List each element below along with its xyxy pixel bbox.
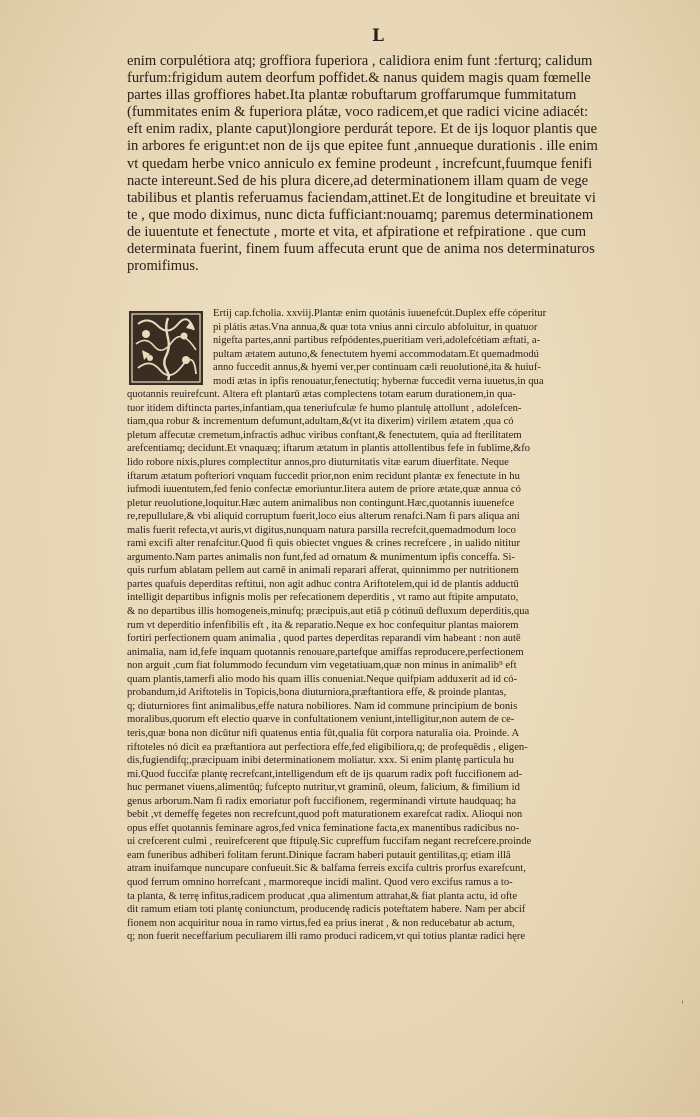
commentary-line: opus effet quotannis feminare agros,fed vnica feminatione facta,ex manentibus radicibus no-	[127, 822, 520, 834]
commentary-line: malis fuerit refecta,vt auris,vt digitus,nunquam natura parsilla recrefcit,quemadmodum loco	[127, 524, 516, 536]
main-text-block	[127, 53, 645, 275]
commentary-line: & no departibus illis homogeneis,minufq; præcipuis,aut etiā p cótinuū defluxum deperditis,qua	[127, 606, 530, 618]
commentary-line: bebit ,vt demeffę fegetes non recrefcunt,quod poft maturationem exarefcat radix. Alioqui non	[127, 809, 523, 821]
commentary-line: dit ramum etiam toti plantę coniunctum, producendę radicis poteftatem habere. Nam per abcif	[127, 904, 526, 916]
main-text-line: de iuuentute et fenectute , morte et vita, et afpiratione et refpiratione . que cum	[127, 223, 587, 240]
commentary-line: huc permanet viuens,alimentūq; fufcepto nutritur,vt graminū, oleum, falicium, & fimilium id	[127, 782, 520, 794]
commentary-block	[127, 307, 647, 944]
commentary-line: fionem non acquiritur noua in ramo virtus,fed ea prius inerat , & non reducebatur ab actum,	[127, 917, 515, 929]
commentary-line: quod ferrum omnino horrefcant , marmoreque incidi malint. Quod vero excifus ramus a to-	[127, 876, 513, 888]
commentary-line: probandum,id Ariftotelis in Topicis,bona diuturniora,præftantiora effe, & proinde plantas,	[127, 687, 507, 699]
commentary-line: riftoteles nó dicit ea præftantiora aut perfectiora effe,fed eligibiliora,q; de profequēdis , eligen-	[127, 741, 528, 753]
commentary-line: genus arborum.Nam fi radix emoriatur poft fuccifionem, regerminandi virtute haudquaq; ha	[127, 795, 516, 807]
commentary-line: quis rurfum ablatam pellem aut carnē in animali reparari afferat, quinnimmo per nutritionem	[127, 565, 519, 577]
main-text-line: vt quedam herbe vnico anniculo ex femine prodeunt , increfcunt,fuumque fenifi	[127, 155, 593, 172]
commentary-line: q; diuturniores fint animalibus,effe natura nobiliores. Nam id commune principium de bonis	[127, 700, 518, 712]
commentary-line: quam plantis,tamerfi alio modo his quam illis conueniat.Neque quifpiam adduxerit ad id có-	[127, 673, 518, 685]
page-folio: L	[372, 26, 384, 46]
commentary-line: ui crefcerent culmi , reuirefcerent que ftipulę.Sic cupreffum fuccifam negant recrefcere.proinde	[127, 836, 532, 848]
main-text-line: determinata fuerint, finem fuum affecuta erunt que de anima nos determinaturos	[127, 241, 595, 258]
page-corner-mark: '	[681, 1000, 684, 1011]
main-text-line: furfum:frigidum autem deorfum poffidet.& nanus quidem magis quam fœmelle	[127, 70, 591, 87]
commentary-line: teris,quæ bona non dicūtur nifi quatenus entia fūt,qualia fūt corpora naturalia oia. Proinde. A	[127, 727, 520, 739]
commentary-line: tiam,qua robur & incrementum defumunt,adultam,&(vt ita dixerim) virilem ætatem ,qua có	[127, 416, 514, 428]
commentary-line: fortiri perfectionem quam animalia , quod partes deperditas reparandi vim habeant : non autē	[127, 633, 521, 645]
commentary-line: q; non fuerit neceffarium peculiarem illi ramo produci radicem,vt qui totius plantæ radici hęre	[127, 931, 526, 943]
commentary-line: Ertij cap.fcholia. xxviij.Plantæ enim quotánis iuuenefcút.Duplex effe cóperitur	[213, 308, 547, 319]
commentary-line: moralibus,quorum eft electio quæve in confultationem veniunt,intelligitur,non autem de ce-	[127, 714, 515, 726]
commentary-line: ta planta, & terrę infitus,radicem producat ,qua alimentum attrahat,& fiat planta actu, id ofte	[127, 890, 518, 902]
commentary-line: pultam ætatem autuno,& fenectutem hyemi accommodatam.Et quemadmodú	[213, 348, 539, 360]
commentary-line: dis,fugiendifq;,præcipuam inibi determinationem moliatur. xxx. Si enim plantę particula hu	[127, 755, 514, 767]
commentary-line: rami excifi alter renafcitur.Quod fi quis obiectet vngues & crines recrefcere , in ualido nititur	[127, 538, 520, 550]
commentary-line: partes quafuis deperditas reftitui, non agit adhuc contra Ariftotelem,qui id de plantis adductū	[127, 578, 519, 590]
commentary-line: arefcentiamq; decidunt.Et vnaquæq; iftarum ætatum in plantis attollentibus fefe in fublime,&fo	[127, 443, 531, 455]
main-text-line: tabilibus et plantis referuamus faciendam,attinet.Et de longitudine et breuitate vi	[127, 189, 596, 206]
main-text-line: te , que modo diximus, nunc dicta fufficiant:nouamq; paremus determinationem	[127, 206, 594, 223]
main-text-line: in arbores fe erigunt:et non de ijs que epitee funt ,annueque durationis . ille enim	[127, 138, 598, 155]
commentary-line: nigefta partes,anni partibus refpódentes,pueritiam veri,adolefcétiam æftati, a-	[213, 335, 541, 347]
commentary-line: modi ætas in ipfis renouatur,fenectutiq; hybernæ fuccedit verna iuuetus,in qua	[213, 375, 544, 387]
commentary-line: animalia, nam id,fefe inquam quotannis renouare,partefque amiffas reproducere,perfectionem	[127, 646, 524, 658]
main-text-line: partes illas groffiores habet.Ita plantæ robuftarum groffarumque fummitatum	[127, 87, 577, 104]
commentary-line: intelligit departibus infignis molis per refecationem deperditis , vt ramo aut ftipite amputato,	[127, 592, 519, 604]
main-text-line: nacte intereunt.Sed de his plura dicere,ad determinationem illam quam de vege	[127, 172, 589, 189]
commentary-line: argumento.Nam partes animalis non funt,fed ad ornatum & munimentum ipfis conceffa. Si-	[127, 551, 515, 563]
commentary-line: mi.Quod fuccifæ plantę recrefcant,intelligendum eft de ijs quarum radix poft fuccifionem ad-	[127, 768, 523, 780]
commentary-line: lido robore nixis,plures complectitur annos,pro diuturnitatis vitæ earum diuerfitate. Neque	[127, 457, 509, 469]
commentary-line: non arguit ,cum fiat folummodo fecundum vim vegetatiuam,quæ non minus in animalib⁹ eft	[127, 660, 517, 672]
commentary-line: pi plátis ætas.Vna annua,& quæ tota vnius anni circulo abfoluitur, in quatuor	[213, 321, 538, 333]
commentary-line: anno fuccedit annus,& hyemi ver,per continuam cæli reuolutioné,ita & huiuf-	[213, 362, 541, 374]
commentary-line: quotannis reuirefcunt. Altera eft plantarū ætas complectens totam earum durationem,in qua-	[127, 389, 516, 401]
commentary-line: tuor itidem diftincta partes,infantiam,qua teneriufculæ fe humo plantulę attollunt , adolefcen-	[127, 402, 522, 414]
main-text-line: enim corpulétiora atq; groffiora fuperiora , calidiora enim funt :ferturq; calidum	[127, 53, 593, 69]
commentary-line: iufmodi iuuentutem,fed fenio confectæ emoriuntur.litera autem de priore ætate,quæ annua có	[127, 484, 521, 496]
main-text-line: eft enim radix, plante caput)longiore perdurát tepore. Et de ijs loquor plantis que	[127, 121, 598, 138]
commentary-line: pletur reuolutione,loquitur.Hæc autem animalibus non contingunt.Hæc,quotannis iuuenefce	[127, 497, 515, 509]
commentary-line: atram inuifamque nuncupare confueuit.Sic & balfama ferreis excifa cultris prorfus exarefcunt,	[127, 863, 526, 875]
main-text-line: (fummitates enim & fuperiora plátæ, voco radicem,et que radici vicine adiacét:	[127, 104, 589, 121]
commentary-line: eam funeribus adhiberi folitam ferunt.Dinique facram haberi putauit gentilitas,q; etiam illā	[127, 849, 511, 861]
commentary-line: iftarum ætatum pofteriori vnquam fuccedit prior,non enim recidunt plantæ ex fenectute in hu	[127, 470, 520, 482]
commentary-line: re,repullulare,& vbi aliquid corruptum fuerit,loco eius alterum renafci.Nam fi pars aliqua ani	[127, 511, 520, 523]
main-text-line: promifimus.	[127, 258, 199, 275]
commentary-line: pletum affecutæ cremetum,infractis adhuc viribus conftant,& fenectutem, quia ad fterilitatem	[127, 429, 522, 441]
commentary-line: rum vt deperditio infenfibilis eft , ita & reparatio.Neque ex hoc confequitur plantas maiorem	[127, 619, 519, 631]
